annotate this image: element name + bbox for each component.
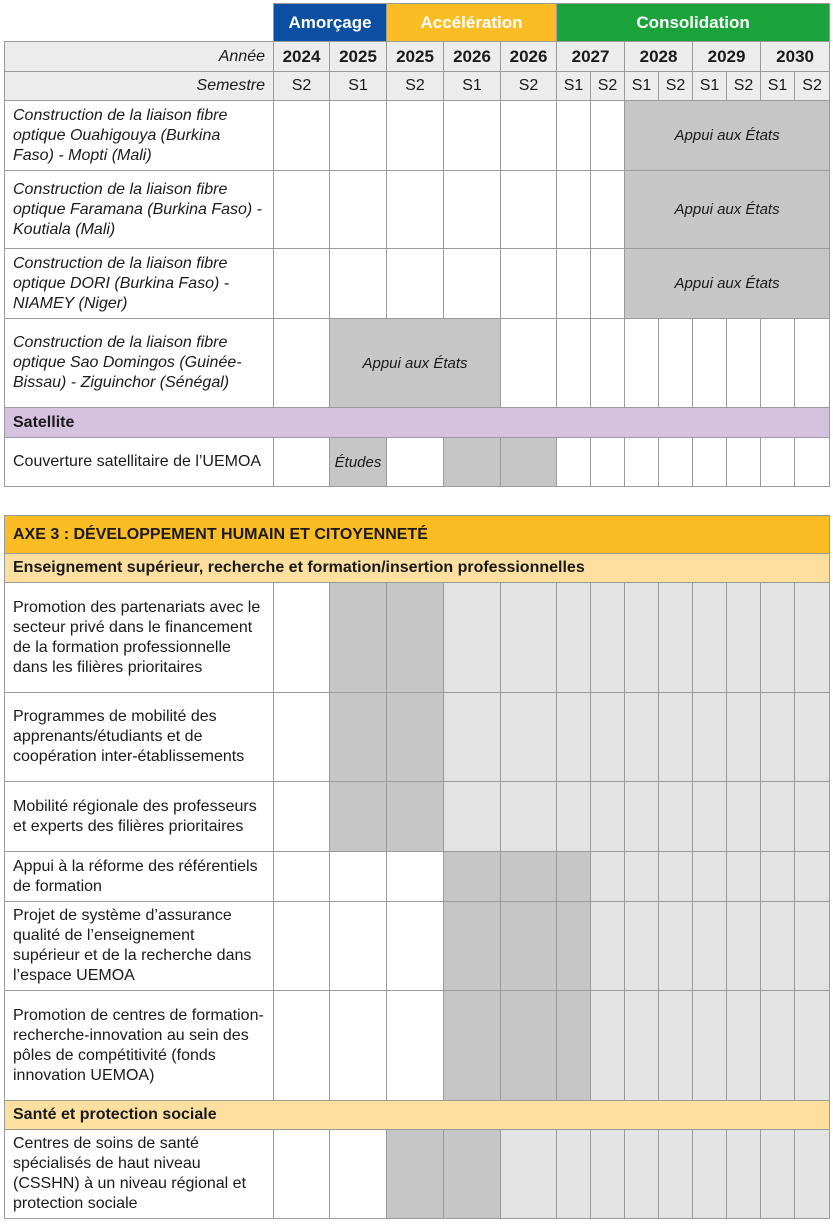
timeline-cell: [444, 171, 501, 249]
timeline-cell: [693, 319, 727, 408]
timeline-cell: [330, 171, 387, 249]
timeline-cell: [591, 438, 625, 487]
timeline-cell: [501, 782, 557, 852]
timeline-cell: [501, 902, 557, 991]
timeline-cell: [727, 852, 761, 902]
timeline-cell: [795, 991, 830, 1101]
timeline-cell: [501, 693, 557, 782]
table-row: [5, 852, 830, 902]
timeline-cell: [274, 902, 330, 991]
year-row-label: Année: [5, 42, 274, 72]
timeline-cell: [693, 438, 727, 487]
row-label: Appui à la réforme des référentiels de formation: [5, 852, 274, 902]
timeline-cell: [274, 852, 330, 902]
timeline-cell: [659, 319, 693, 408]
timeline-cell: [761, 583, 795, 693]
timeline-cell: [387, 902, 444, 991]
timeline-cell: [727, 782, 761, 852]
timeline-cell: [693, 902, 727, 991]
table-row: [5, 583, 830, 693]
phase-amorcage: Amorçage: [274, 4, 387, 42]
timeline-cell: [625, 583, 659, 693]
timeline-cell: [693, 991, 727, 1101]
row-label: Construction de la liaison fibre optique Ouahigouya (Burkina Faso) - Mopti (Mali): [5, 101, 274, 171]
semester-row-label: Semestre: [5, 72, 274, 101]
semester-cell: S1: [444, 72, 501, 101]
row-label: Couverture satellitaire de l’UEMOA: [5, 438, 274, 487]
timeline-cell: [591, 319, 625, 408]
row-label: Construction de la liaison fibre optique DORI (Burkina Faso) - NIAMEY (Niger): [5, 249, 274, 319]
timeline-cell: [501, 852, 557, 902]
timeline-cell: [330, 991, 387, 1101]
roadmap-table-infrastructure: [4, 3, 830, 487]
timeline-cell: [501, 249, 557, 319]
timeline-cell: [330, 902, 387, 991]
timeline-cell: [274, 171, 330, 249]
timeline-cell: [727, 583, 761, 693]
timeline-cell: [444, 852, 501, 902]
timeline-cell: [625, 902, 659, 991]
timeline-cell: [501, 171, 557, 249]
timeline-cell: [625, 852, 659, 902]
timeline-cell: [387, 693, 444, 782]
timeline-cell: [557, 902, 591, 991]
timeline-cell: [795, 852, 830, 902]
timeline-bar: Appui aux États: [625, 101, 830, 171]
timeline-cell: [659, 852, 693, 902]
timeline-cell: [557, 693, 591, 782]
timeline-cell: [591, 852, 625, 902]
timeline-cell: [693, 782, 727, 852]
timeline-cell: [444, 693, 501, 782]
timeline-cell: [330, 782, 387, 852]
timeline-cell: [387, 1130, 444, 1219]
timeline-cell: [444, 782, 501, 852]
year-cell: 2029: [693, 42, 761, 72]
timeline-cell: [625, 693, 659, 782]
timeline-cell: [274, 583, 330, 693]
timeline-cell: [795, 583, 830, 693]
table-row: [5, 782, 830, 852]
timeline-cell: [444, 902, 501, 991]
timeline-cell: [330, 1130, 387, 1219]
timeline-cell: [625, 991, 659, 1101]
timeline-cell: [274, 1130, 330, 1219]
timeline-cell: [444, 249, 501, 319]
timeline-cell: [557, 319, 591, 408]
timeline-cell: [761, 852, 795, 902]
timeline-cell: [330, 101, 387, 171]
semester-cell: S1: [557, 72, 591, 101]
timeline-cell: [591, 902, 625, 991]
timeline-cell: [727, 438, 761, 487]
timeline-cell: [557, 782, 591, 852]
timeline-cell: [625, 319, 659, 408]
timeline-cell: [625, 438, 659, 487]
row-label: Promotion de centres de formation-recherche-innovation au sein des pôles de compétitivité (fonds innovation UEMOA): [5, 991, 274, 1101]
row-label: Construction de la liaison fibre optique Sao Domingos (Guinée-Bissau) - Ziguinchor (Sénégal): [5, 319, 274, 408]
timeline-cell: [727, 319, 761, 408]
timeline-cell: [387, 583, 444, 693]
timeline-cell: [444, 583, 501, 693]
semester-cell: S2: [659, 72, 693, 101]
timeline-cell: [501, 991, 557, 1101]
semester-cell: S2: [727, 72, 761, 101]
timeline-cell: [274, 319, 330, 408]
timeline-cell: [274, 782, 330, 852]
timeline-cell: [693, 583, 727, 693]
timeline-cell: [274, 991, 330, 1101]
timeline-cell: [761, 693, 795, 782]
section-header-education: Enseignement supérieur, recherche et formation/insertion professionnelles: [5, 554, 830, 583]
year-cell: 2025: [387, 42, 444, 72]
table-row: [5, 991, 830, 1101]
timeline-cell: [444, 438, 501, 487]
year-cell: 2028: [625, 42, 693, 72]
timeline-cell: [274, 249, 330, 319]
timeline-cell: [557, 991, 591, 1101]
timeline-cell: [761, 438, 795, 487]
year-cell: 2026: [444, 42, 501, 72]
timeline-cell: [659, 438, 693, 487]
timeline-cell: [761, 782, 795, 852]
semester-cell: S1: [625, 72, 659, 101]
timeline-cell: [795, 1130, 830, 1219]
timeline-cell: [557, 438, 591, 487]
timeline-cell: [557, 583, 591, 693]
timeline-cell: [591, 1130, 625, 1219]
timeline-cell: [761, 902, 795, 991]
timeline-cell: [557, 249, 591, 319]
timeline-cell: [727, 1130, 761, 1219]
timeline-cell: [761, 319, 795, 408]
timeline-cell: [727, 693, 761, 782]
row-label: Programmes de mobilité des apprenants/étudiants et de coopération inter-établissements: [5, 693, 274, 782]
table-row: [5, 171, 830, 249]
timeline-cell: [330, 249, 387, 319]
semester-cell: S2: [274, 72, 330, 101]
timeline-cell: [591, 991, 625, 1101]
table-row: [5, 438, 830, 487]
timeline-bar: Appui aux États: [625, 171, 830, 249]
timeline-cell: [591, 249, 625, 319]
year-cell: 2025: [330, 42, 387, 72]
timeline-cell: [274, 438, 330, 487]
timeline-cell: [330, 693, 387, 782]
timeline-cell: [557, 101, 591, 171]
timeline-cell: [727, 902, 761, 991]
table-row: [5, 319, 830, 408]
roadmap-table-axe3: [4, 515, 830, 1219]
timeline-cell: [795, 782, 830, 852]
table-row: [5, 1130, 830, 1219]
timeline-cell: [444, 991, 501, 1101]
row-label: Projet de système d’assurance qualité de l’enseignement supérieur et de la recherche dans l’espace UEMOA: [5, 902, 274, 991]
timeline-cell: [659, 1130, 693, 1219]
timeline-cell: [387, 782, 444, 852]
timeline-cell: [274, 693, 330, 782]
timeline-cell: [591, 782, 625, 852]
timeline-cell: [625, 1130, 659, 1219]
table-row: [5, 693, 830, 782]
timeline-cell: [795, 902, 830, 991]
timeline-cell: [387, 991, 444, 1101]
phase-consolidation: Consolidation: [557, 4, 830, 42]
row-label: Mobilité régionale des professeurs et experts des filières prioritaires: [5, 782, 274, 852]
section-header-satellite: Satellite: [5, 408, 830, 438]
timeline-cell: [693, 852, 727, 902]
row-label: Promotion des partenariats avec le secteur privé dans le financement de la formation professionnelle dans les filières prioritaires: [5, 583, 274, 693]
timeline-cell: [330, 583, 387, 693]
axe-header: AXE 3 : DÉVELOPPEMENT HUMAIN ET CITOYENNETÉ: [5, 516, 830, 554]
timeline-bar: Études: [330, 438, 387, 487]
row-label: Construction de la liaison fibre optique Faramana (Burkina Faso) - Koutiala (Mali): [5, 171, 274, 249]
timeline-cell: [330, 852, 387, 902]
timeline-cell: [795, 319, 830, 408]
timeline-cell: [591, 583, 625, 693]
timeline-cell: [387, 852, 444, 902]
timeline-bar: Appui aux États: [330, 319, 501, 408]
phase-acceleration: Accélération: [387, 4, 557, 42]
header-corner: [5, 4, 274, 42]
row-label: Centres de soins de santé spécialisés de haut niveau (CSSHN) à un niveau régional et protection sociale: [5, 1130, 274, 1219]
timeline-cell: [387, 171, 444, 249]
timeline-cell: [659, 693, 693, 782]
semester-cell: S2: [387, 72, 444, 101]
semester-cell: S2: [501, 72, 557, 101]
section-header-health: Santé et protection sociale: [5, 1101, 830, 1130]
semester-cell: S2: [795, 72, 830, 101]
timeline-cell: [501, 1130, 557, 1219]
timeline-cell: [659, 782, 693, 852]
timeline-cell: [444, 1130, 501, 1219]
timeline-cell: [501, 319, 557, 408]
timeline-cell: [659, 583, 693, 693]
timeline-cell: [761, 1130, 795, 1219]
table-row: [5, 902, 830, 991]
timeline-cell: [625, 782, 659, 852]
timeline-cell: [693, 1130, 727, 1219]
timeline-cell: [501, 583, 557, 693]
timeline-cell: [693, 693, 727, 782]
timeline-cell: [557, 171, 591, 249]
timeline-cell: [444, 101, 501, 171]
timeline-cell: [387, 438, 444, 487]
timeline-cell: [727, 991, 761, 1101]
timeline-cell: [761, 991, 795, 1101]
timeline-cell: [501, 438, 557, 487]
timeline-cell: [659, 991, 693, 1101]
timeline-cell: [387, 101, 444, 171]
year-cell: 2030: [761, 42, 830, 72]
timeline-bar: Appui aux États: [625, 249, 830, 319]
year-cell: 2027: [557, 42, 625, 72]
timeline-cell: [795, 438, 830, 487]
timeline-cell: [501, 101, 557, 171]
timeline-cell: [274, 101, 330, 171]
timeline-cell: [659, 902, 693, 991]
year-cell: 2026: [501, 42, 557, 72]
table-row: [5, 249, 830, 319]
timeline-cell: [557, 852, 591, 902]
semester-cell: S1: [761, 72, 795, 101]
year-cell: 2024: [274, 42, 330, 72]
semester-cell: S1: [330, 72, 387, 101]
timeline-cell: [795, 693, 830, 782]
timeline-cell: [387, 249, 444, 319]
timeline-cell: [591, 171, 625, 249]
table-row: [5, 101, 830, 171]
timeline-cell: [591, 101, 625, 171]
timeline-cell: [591, 693, 625, 782]
semester-cell: S2: [591, 72, 625, 101]
timeline-cell: [557, 1130, 591, 1219]
semester-cell: S1: [693, 72, 727, 101]
